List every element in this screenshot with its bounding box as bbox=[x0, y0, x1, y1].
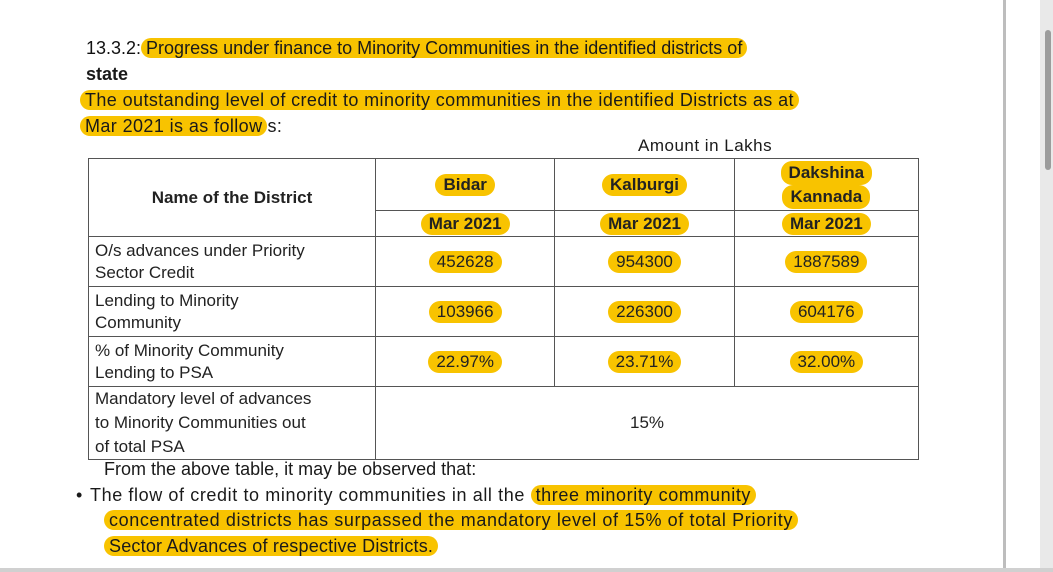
conclusion-line-1-highlight: three minority community bbox=[531, 485, 756, 505]
value-pill: 32.00% bbox=[790, 351, 864, 373]
cell-value bbox=[555, 237, 734, 287]
row-label-line: of total PSA bbox=[95, 437, 185, 456]
intro-line-2-highlight: Mar 2021 is as follow bbox=[80, 116, 267, 136]
intro-line-1 bbox=[80, 90, 799, 111]
period-bidar bbox=[376, 211, 555, 237]
cell-value bbox=[376, 237, 555, 287]
value-pill: 22.97% bbox=[428, 351, 502, 373]
conclusion-line-2-text: concentrated districts has surpassed the mandatory level of 15% of total Priority bbox=[104, 510, 798, 530]
period-kalburgi bbox=[555, 211, 734, 237]
row-label-line: Lending to Minority bbox=[95, 290, 239, 310]
value-pill: 954300 bbox=[608, 251, 681, 273]
cell-value bbox=[734, 337, 918, 387]
table-row-mandatory bbox=[89, 387, 919, 460]
row-label-lending bbox=[89, 287, 376, 337]
period-kalburgi-text: Mar 2021 bbox=[600, 213, 689, 235]
cell-value bbox=[376, 287, 555, 337]
page-edge bbox=[1003, 0, 1006, 572]
page-bottom-edge bbox=[0, 568, 1053, 572]
value-pill: 226300 bbox=[608, 301, 681, 323]
period-dk-text: Mar 2021 bbox=[782, 213, 871, 235]
header-district-name: Name of the District bbox=[89, 159, 376, 237]
period-bidar-text: Mar 2021 bbox=[421, 213, 510, 235]
value-pill: 452628 bbox=[429, 251, 502, 273]
conclusion-line-3 bbox=[104, 536, 438, 557]
section-number: 13.3.2: bbox=[86, 38, 142, 58]
conclusion-line-1 bbox=[90, 485, 756, 506]
cell-value bbox=[734, 237, 918, 287]
table-caption: Amount in Lakhs bbox=[638, 136, 773, 155]
section-title: Progress under finance to Minority Communities in the identified districts of bbox=[141, 38, 747, 58]
intro-line-2 bbox=[80, 116, 282, 137]
value-pill: 23.71% bbox=[608, 351, 682, 373]
table-row bbox=[89, 287, 919, 337]
mandatory-value: 15% bbox=[376, 387, 919, 460]
value-pill: 1887589 bbox=[785, 251, 867, 273]
table-row bbox=[89, 337, 919, 387]
district-bidar: Bidar bbox=[435, 174, 494, 196]
cell-value bbox=[555, 287, 734, 337]
value-pill: 604176 bbox=[790, 301, 863, 323]
conclusion-line-1-plain: The flow of credit to minority communities in all the bbox=[90, 485, 525, 505]
intro-line-2-tail: s: bbox=[267, 116, 283, 136]
table-row bbox=[89, 237, 919, 287]
header-kalburgi bbox=[555, 159, 734, 211]
scrollbar-thumb[interactable] bbox=[1045, 30, 1051, 170]
district-kalburgi: Kalburgi bbox=[602, 174, 687, 196]
row-label-line: Lending to PSA bbox=[95, 362, 214, 382]
cell-value bbox=[376, 337, 555, 387]
row-label-mandatory bbox=[89, 387, 376, 460]
cell-value bbox=[555, 337, 734, 387]
value-pill: 103966 bbox=[429, 301, 502, 323]
section-heading bbox=[86, 38, 747, 59]
cell-value bbox=[734, 287, 918, 337]
section-title-continued: state bbox=[86, 64, 129, 84]
district-table bbox=[88, 158, 919, 460]
intro-line-1-text: The outstanding level of credit to minority communities in the identified Districts as at bbox=[80, 90, 799, 110]
row-label-line: Community bbox=[95, 312, 181, 332]
row-label-os-advances bbox=[89, 237, 376, 287]
district-dakshina: Dakshina bbox=[781, 161, 873, 185]
period-dakshina-kannada bbox=[734, 211, 918, 237]
row-label-percent bbox=[89, 337, 376, 387]
header-bidar bbox=[376, 159, 555, 211]
row-label-line: O/s advances under Priority bbox=[95, 240, 305, 260]
district-kannada: Kannada bbox=[782, 185, 870, 209]
row-label-line: Mandatory level of advances bbox=[95, 389, 312, 408]
bullet-icon: • bbox=[76, 485, 83, 505]
row-label-line: Sector Credit bbox=[95, 262, 195, 282]
header-dakshina-kannada bbox=[734, 159, 918, 211]
conclusion-intro: From the above table, it may be observed that: bbox=[104, 459, 477, 479]
table-header-row bbox=[89, 159, 919, 211]
row-label-line: % of Minority Community bbox=[95, 340, 284, 360]
conclusion-line-2 bbox=[104, 510, 798, 531]
row-label-line: to Minority Communities out bbox=[95, 413, 306, 432]
conclusion-line-3-text: Sector Advances of respective Districts. bbox=[104, 536, 438, 556]
